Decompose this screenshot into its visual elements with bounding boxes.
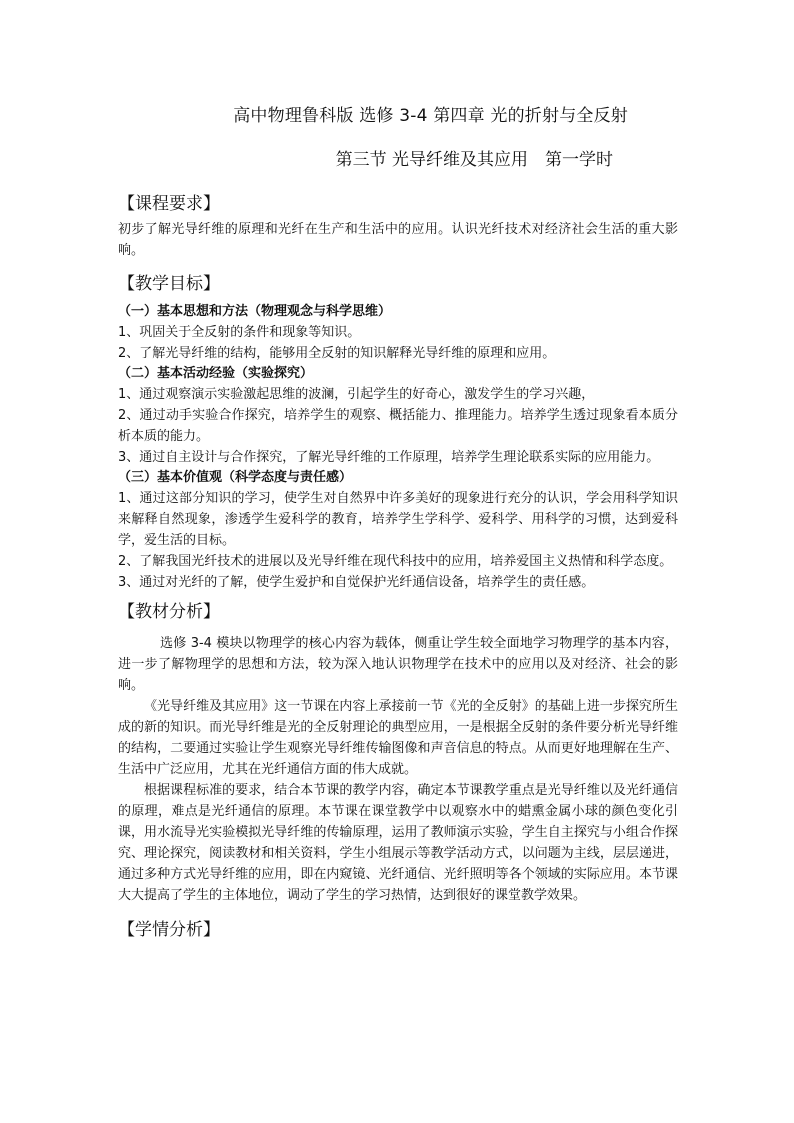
course-requirements-text: 初步了解光导纤维的原理和光纤在生产和生活中的应用。认识光纤技术对经济社会生活的重大影响。 [118,222,678,258]
document-page [118,104,678,942]
list-item: 2、了解光导纤维的结构，能够用全反射的知识解释光导纤维的原理和应用。 [118,346,556,361]
goal-group-title: （二）基本活动经验（实验探究） [118,366,314,381]
section-heading-material-analysis: 【教材分析】 [118,602,220,622]
list-item: 1、巩固关于全反射的条件和现象等知识。 [118,325,361,340]
list-item: 1、通过观察演示实验激起思维的波澜，引起学生的好奇心，激发学生的学习兴趣， [118,387,595,402]
goal-group-list [118,488,678,593]
goal-group-list [118,384,678,468]
list-item: 3、通过自主设计与合作探究，了解光导纤维的工作原理，培养学生理论联系实际的应用能力。 [118,450,660,465]
section-heading-teaching-goals: 【教学目标】 [118,274,220,294]
material-analysis-block [118,633,678,906]
material-paragraph: 根据课程标准的要求，结合本节课的教学内容，确定本节课教学重点是光导纤维以及光纤通信的原理，难点是光纤通信的原理。本节课在课堂教学中以观察水中的蜡熏金属小球的颜色变化引课，用水流导光实验模拟光导纤维的传输原理，运用了教师演示实验，学生自主探究与小组合作探究、理论探究，阅读教材和相关资料，学生小组展示等教学活动方式，以问题为主线，层层递进，通过多种方式光导纤维的应用，即在内窥镜、光纤通信、光纤照明等各个领域的实际应用。本节课大大提高了学生的主体地位，调动了学生的学习热情，达到很好的课堂教学效果。 [118,783,678,903]
list-item: 1、通过这部分知识的学习，使学生对自然界中许多美好的现象进行充分的认识，学会用科学知识来解释自然现象，渗透学生爱科学的教育，培养学生学科学、爱科学、用科学的习惯，达到爱科学，爱生活的目标。 [118,491,678,548]
document-title: 高中物理鲁科版 选修 3-4 第四章 光的折射与全反射 [233,106,628,126]
teaching-goals-block [118,302,678,593]
goal-group-title: （三）基本价值观（科学态度与责任感） [118,470,353,485]
list-item: 2、了解我国光纤技术的进展以及光导纤维在现代科技中的应用，培养爱国主义热情和科学态度。 [118,554,673,569]
list-item: 3、通过对光纤的了解，使学生爱护和自觉保护光纤通信设备，培养学生的责任感。 [118,575,595,590]
material-paragraph: 《光导纤维及其应用》这一节课在内容上承接前一节《光的全反射》的基础上进一步探究所生成的新的知识。而光导纤维是光的全反射理论的典型应用，一是根据全反射的条件要分析光导纤维的结构，二要通过实验让学生观察光导纤维传输图像和声音信息的特点。从而更好地理解在生产、生活中广泛应用，尤其在光纤通信方面的伟大成就。 [118,699,678,777]
material-paragraph: 选修 3-4 模块以物理学的核心内容为载体，侧重让学生较全面地学习物理学的基本内容，进一步了解物理学的思想和方法，较为深入地认识物理学在技术中的应用以及对经济、社会的影响。 [118,636,678,693]
section-heading-student-analysis: 【学情分析】 [118,920,220,940]
goal-group-list [118,322,678,364]
goal-group-title: （一）基本思想和方法（物理观念与科学思维） [118,304,392,319]
list-item: 2、通过动手实验合作探究，培养学生的观察、概括能力、推理能力。培养学生透过现象看本质分析本质的能力。 [118,408,678,444]
section-heading-course-requirements: 【课程要求】 [118,194,220,214]
document-subtitle: 第三节 光导纤维及其应用 第一学时 [335,150,613,170]
